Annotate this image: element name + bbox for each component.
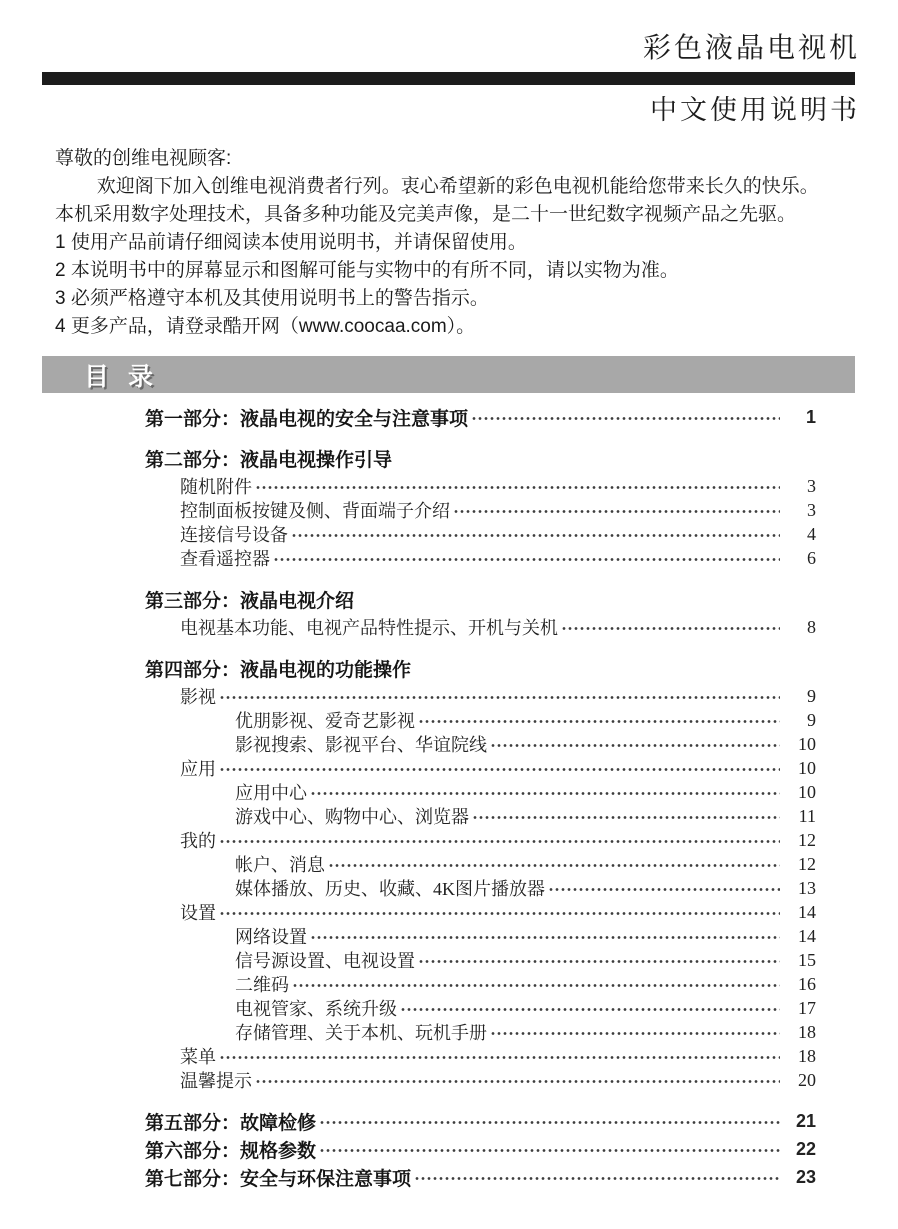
toc-leader-dots: [453, 509, 780, 514]
toc-entry-page: 6: [807, 547, 816, 568]
toc-entry-label: 菜单: [180, 1047, 216, 1067]
toc-leader-dots: [548, 887, 780, 892]
toc-entry: [0, 615, 816, 639]
toc-banner: [42, 356, 855, 393]
toc-entry-label: 第七部分：安全与环保注意事项: [145, 1168, 412, 1190]
header-divider-bar: [42, 72, 855, 85]
toc-leader-dots: [418, 719, 780, 724]
toc-entry-page: 23: [795, 1166, 816, 1187]
toc-entry: [0, 1044, 816, 1068]
toc-entry-page: 18: [798, 1021, 816, 1042]
toc-entry-page: 10: [798, 757, 816, 778]
toc-leader-dots: [255, 485, 780, 490]
toc-entry-label: 查看遥控器: [180, 549, 270, 569]
toc-entry-label: 温馨提示: [180, 1071, 252, 1091]
toc-entry-page: 3: [807, 475, 816, 496]
toc-entry: [0, 732, 816, 756]
manual-subtitle: 中文使用说明书: [650, 95, 860, 125]
toc-entry-page: 9: [807, 685, 816, 706]
toc-leader-dots: [219, 839, 780, 844]
toc-entry-page: 11: [798, 805, 816, 826]
toc-leader-dots: [418, 959, 780, 964]
toc-leader-dots: [490, 1031, 780, 1036]
toc-entry-page: 16: [798, 973, 816, 994]
toc-entry-page: 13: [798, 877, 816, 898]
toc-banner-title: 目 录: [84, 362, 159, 391]
toc-entry: [0, 587, 816, 611]
toc-entry-page: 15: [798, 949, 816, 970]
toc-entry-label: 设置: [180, 903, 216, 923]
toc-leader-dots: [219, 1055, 780, 1060]
toc-leader-dots: [273, 557, 780, 562]
toc-entry-page: 9: [807, 709, 816, 730]
toc-entry-label: 优朋影视、爱奇艺影视: [235, 711, 415, 731]
toc-entry-label: 第二部分：液晶电视操作引导: [145, 449, 393, 471]
toc-entry-label: 网络设置: [235, 927, 307, 947]
toc-leader-dots: [291, 533, 780, 538]
toc-leader-dots: [219, 767, 780, 772]
toc-entry: [0, 1068, 816, 1092]
page-header: [0, 0, 898, 64]
toc-entry: [0, 656, 816, 680]
toc-entry-label: 我的: [180, 831, 216, 851]
toc-entry-label: 游戏中心、购物中心、浏览器: [235, 807, 469, 827]
toc-entry-page: 3: [807, 499, 816, 520]
toc-entry: [0, 522, 816, 546]
toc-entry-label: 第五部分：故障检修: [145, 1112, 317, 1134]
toc-entry: [0, 900, 816, 924]
toc-entry: [0, 708, 816, 732]
toc-entry: [0, 756, 816, 780]
toc-entry: [0, 948, 816, 972]
toc-entry-label: 随机附件: [180, 477, 252, 497]
toc-leader-dots: [319, 1148, 780, 1153]
toc-entry-label: 影视: [180, 687, 216, 707]
toc-entry-label: 媒体播放、历史、收藏、4K图片播放器: [235, 879, 545, 899]
product-title: 彩色液晶电视机: [642, 32, 860, 63]
toc-entry: [0, 1020, 816, 1044]
toc-entry: [0, 876, 816, 900]
toc-leader-dots: [561, 626, 780, 631]
toc-entry-label: 控制面板按键及侧、背面端子介绍: [180, 501, 450, 521]
toc-entry-label: 影视搜索、影视平台、华谊院线: [235, 735, 487, 755]
toc-entry: [0, 498, 816, 522]
toc-leader-dots: [219, 911, 780, 916]
toc-entry-label: 连接信号设备: [180, 525, 288, 545]
toc-leader-dots: [310, 791, 780, 796]
toc-entry-label: 二维码: [235, 975, 289, 995]
toc-entry: [0, 996, 816, 1020]
toc-entry-label: 信号源设置、电视设置: [235, 951, 415, 971]
toc-entry: [0, 1137, 816, 1161]
toc-entry: [0, 684, 816, 708]
toc-leader-dots: [219, 695, 780, 700]
toc-entry-label: 电视基本功能、电视产品特性提示、开机与关机: [180, 618, 558, 638]
toc-entry: [0, 1109, 816, 1133]
toc-entry-label: 存储管理、关于本机、玩机手册: [235, 1023, 487, 1043]
toc-leader-dots: [319, 1120, 780, 1125]
toc-entry: [0, 804, 816, 828]
toc-entry-page: 18: [798, 1045, 816, 1066]
toc-entry-page: 8: [807, 616, 816, 637]
toc-entry-page: 20: [798, 1069, 816, 1090]
toc-leader-dots: [400, 1007, 780, 1012]
toc-entry: [0, 474, 816, 498]
toc-entry: [0, 546, 816, 570]
toc-entry: [0, 972, 816, 996]
toc-leader-dots: [292, 983, 780, 988]
toc-leader-dots: [471, 416, 780, 421]
toc-entry: [0, 780, 816, 804]
toc-entry: [0, 852, 816, 876]
toc-leader-dots: [490, 743, 780, 748]
toc-entry-label: 应用中心: [235, 783, 307, 803]
toc-entry-page: 1: [805, 406, 816, 427]
intro-paragraph-line: 欢迎阁下加入创维电视消费者行列。衷心希望新的彩色电视机能给您带来长久的快乐。: [96, 176, 819, 197]
toc-entry: [0, 405, 816, 429]
intro-paragraph-line: 本机采用数字处理技术，具备多种功能及完美声像，是二十一世纪数字视频产品之先驱。: [55, 204, 797, 225]
toc-entry-page: 12: [798, 853, 816, 874]
toc-leader-dots: [414, 1176, 780, 1181]
toc-leader-dots: [310, 935, 780, 940]
toc-leader-dots: [255, 1079, 780, 1084]
toc-list: [0, 405, 898, 1189]
toc-entry-page: 12: [798, 829, 816, 850]
toc-entry-page: 10: [798, 733, 816, 754]
toc-leader-dots: [472, 815, 780, 820]
intro-note: 2 本说明书中的屏幕显示和图解可能与实物中的有所不同，请以实物为准。: [55, 260, 679, 281]
toc-entry-page: 14: [798, 901, 816, 922]
toc-entry-label: 第六部分：规格参数: [145, 1140, 317, 1162]
intro-note: 3 必须严格遵守本机及其使用说明书上的警告指示。: [55, 288, 489, 309]
toc-entry: [0, 1165, 816, 1189]
toc-entry-page: 21: [795, 1110, 816, 1131]
toc-entry-label: 第一部分：液晶电视的安全与注意事项: [145, 408, 469, 430]
toc-entry-page: 17: [798, 997, 816, 1018]
toc-entry-page: 4: [807, 523, 816, 544]
toc-entry-label: 帐户、消息: [235, 855, 325, 875]
intro-note: 1 使用产品前请仔细阅读本使用说明书，并请保留使用。: [55, 232, 527, 253]
toc-entry-label: 第三部分：液晶电视介绍: [145, 590, 355, 612]
toc-entry: [0, 828, 816, 852]
toc-leader-dots: [328, 863, 780, 868]
intro-salutation: 尊敬的创维电视顾客:: [55, 148, 232, 169]
toc-entry-page: 10: [798, 781, 816, 802]
intro-note: 4 更多产品，请登录酷开网（www.coocaa.com）。: [55, 316, 476, 337]
toc-entry-label: 第四部分：液晶电视的功能操作: [145, 659, 412, 681]
toc-entry: [0, 446, 816, 470]
toc-entry-label: 应用: [180, 759, 216, 779]
toc-entry-page: 14: [798, 925, 816, 946]
toc-entry-label: 电视管家、系统升级: [235, 999, 397, 1019]
intro-section: [55, 145, 854, 341]
toc-entry: [0, 924, 816, 948]
toc-entry-page: 22: [795, 1138, 816, 1159]
